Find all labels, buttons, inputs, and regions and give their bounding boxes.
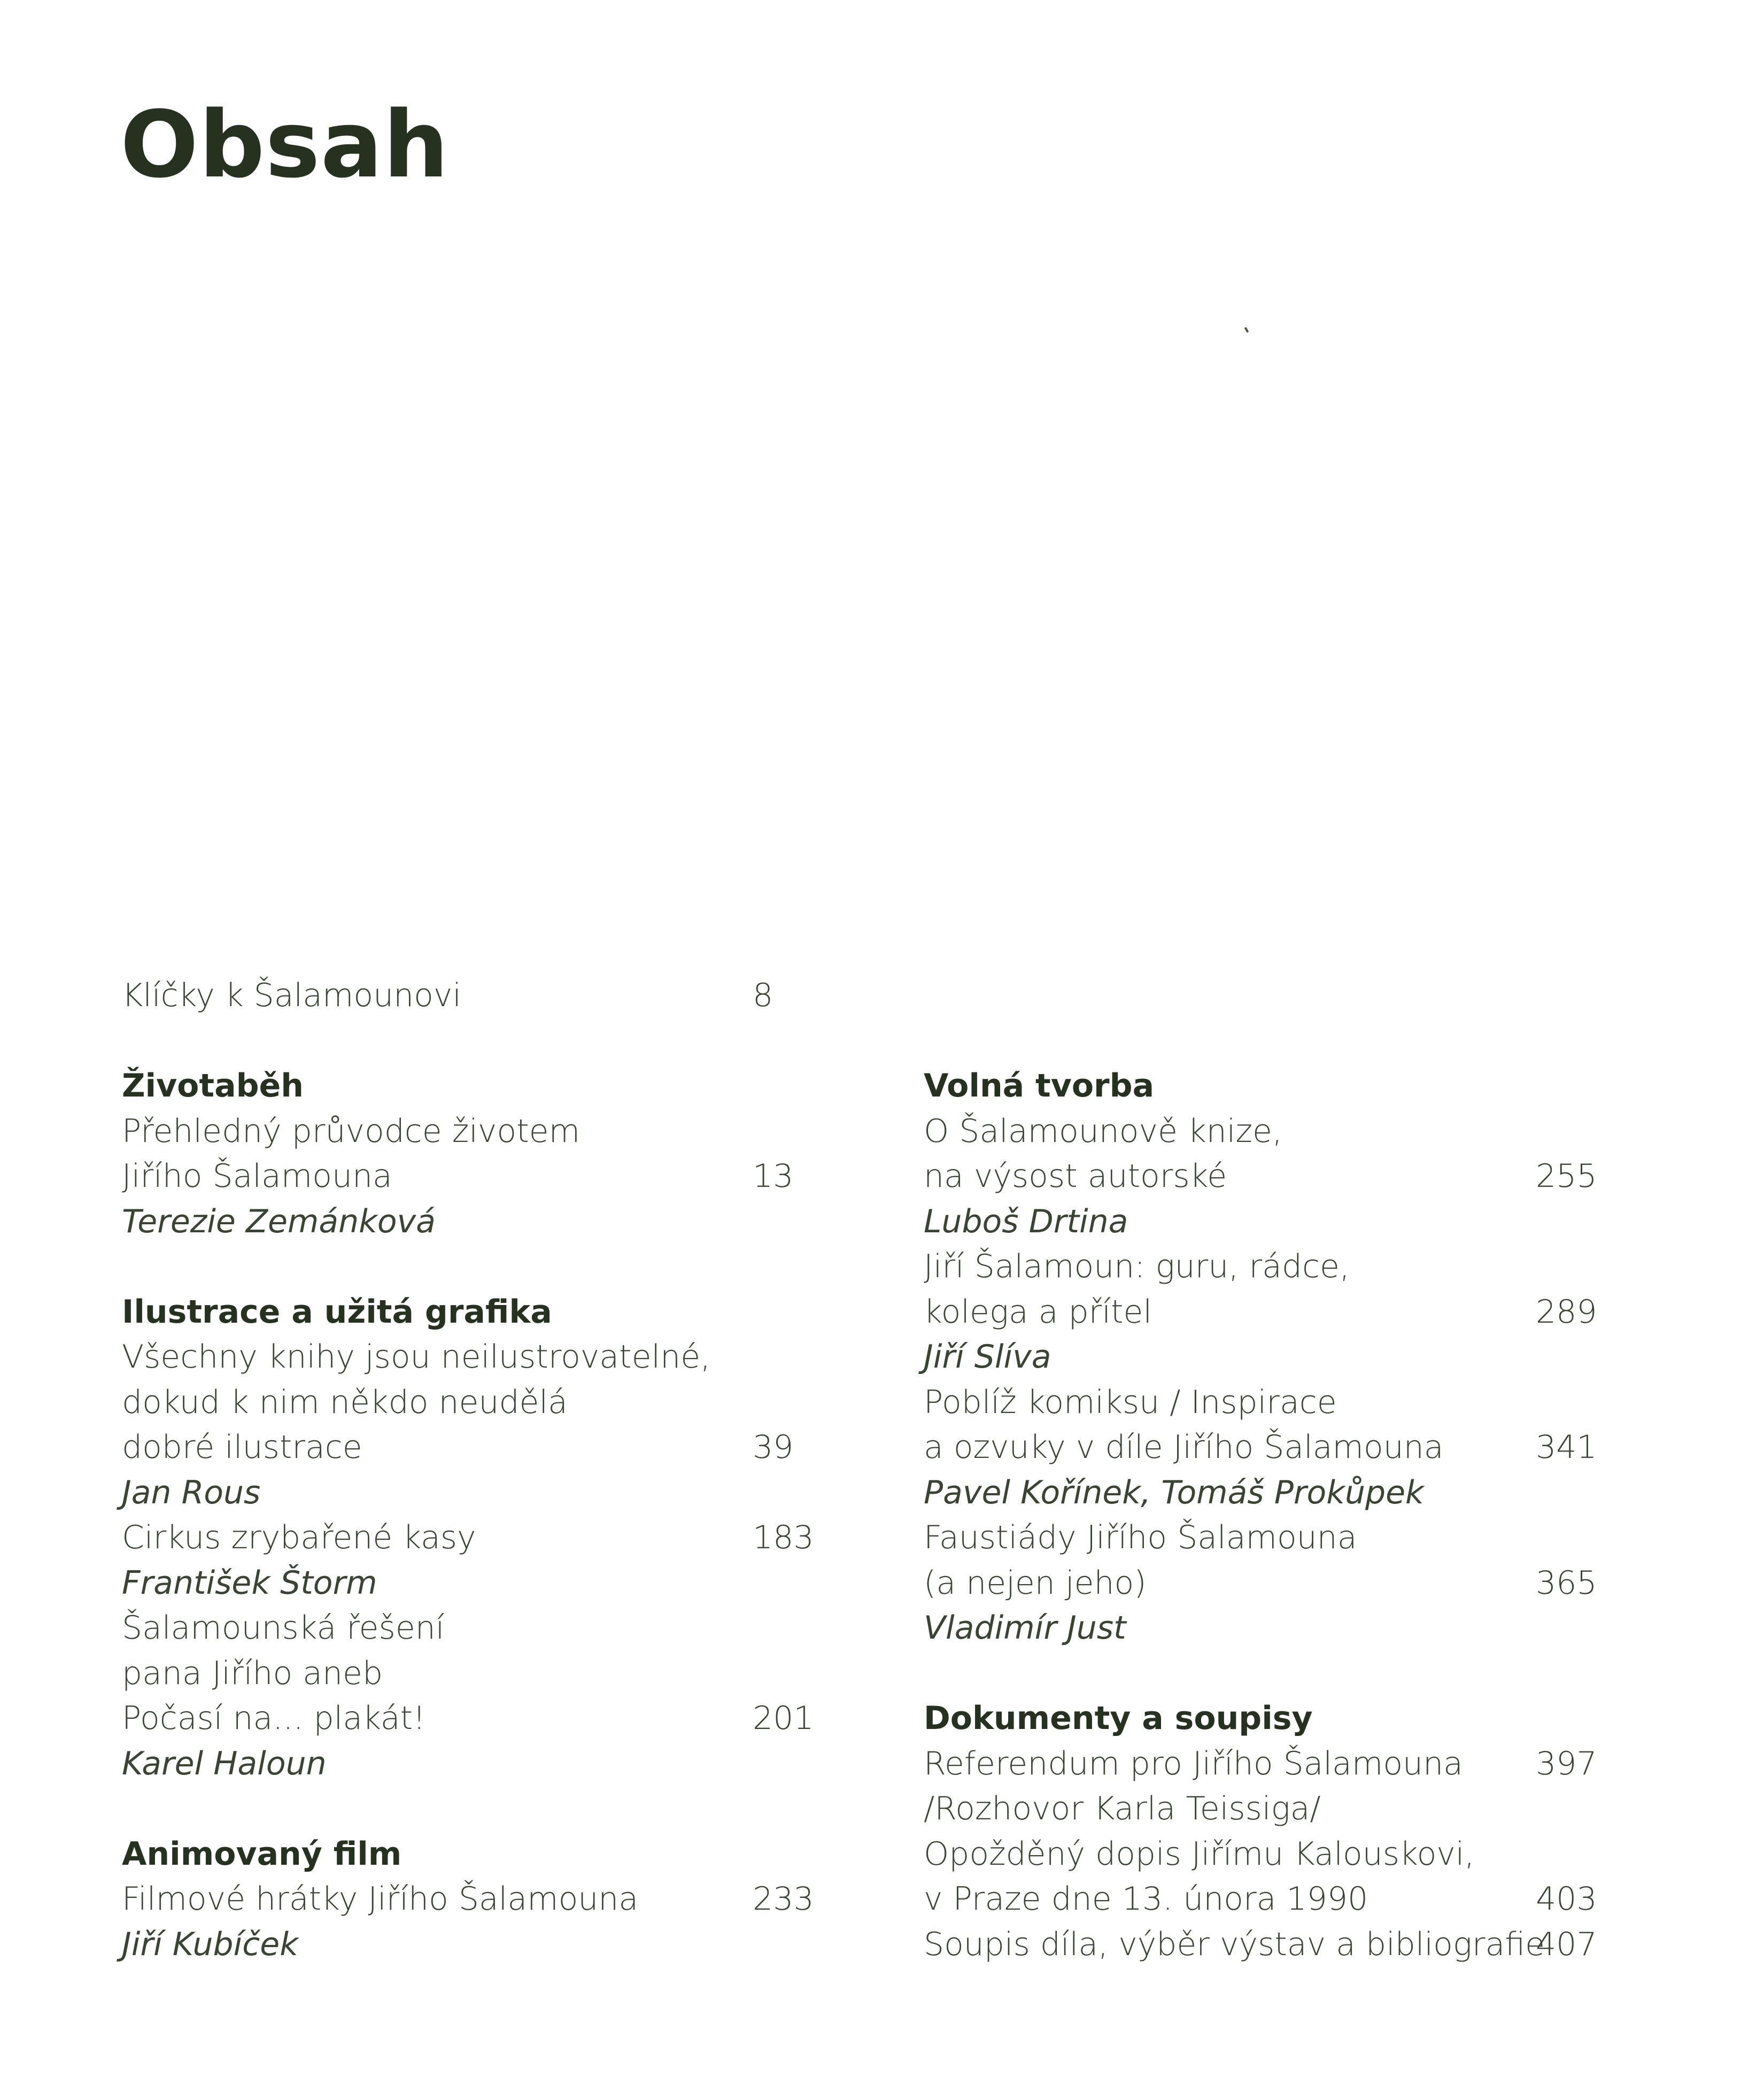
entry-author [122,1199,817,1245]
toc-entry-line [122,1605,817,1651]
page-number: 341 [1536,1429,1597,1466]
toc-entry-line [924,1922,1640,1967]
entry-text: na výsost autorské [924,1157,1227,1195]
entry-text: Referendum pro Jiřího Šalamouna [924,1744,1463,1782]
section-heading [924,1063,1640,1109]
toc-entry-line [122,973,817,1018]
toc-entry-line [122,1651,817,1696]
entry-text: Vladimír Just [924,1609,1126,1647]
entry-text: Klíčky k Šalamounovi [122,977,462,1014]
entry-text: Jiří Slíva [924,1338,1051,1376]
entry-author [924,1334,1640,1380]
entry-text: Životaběh [122,1067,304,1105]
toc-entry-line [924,1290,1640,1335]
page-number: 255 [1536,1157,1597,1195]
entry-text: Cirkus zrybařené kasy [122,1519,476,1556]
entry-text: pana Jiřího aneb [122,1654,383,1692]
entry-author [924,1199,1640,1245]
toc-entry-line [122,1334,817,1380]
section-heading [924,1696,1640,1741]
entry-text: Faustiády Jiřího Šalamouna [924,1519,1357,1556]
page-number: 289 [1536,1293,1597,1331]
entry-text: Opožděný dopis Jiřímu Kalouskovi, [924,1835,1475,1873]
toc-entry-line [122,1425,817,1470]
entry-text: Soupis díla, výběr výstav a bibliografie [924,1925,1545,1963]
page-title: Obsah [120,91,450,198]
page-number: 365 [1536,1564,1597,1602]
entry-text: Dokumenty a soupisy [924,1700,1313,1737]
toc-entry-line [924,1380,1640,1425]
entry-text: Počasí na... plakát! [122,1700,426,1737]
entry-text: Jan Rous [122,1473,261,1511]
entry-text: O Šalamounově knize, [924,1112,1282,1150]
section-gap [122,1786,817,1832]
page-number: 39 [753,1429,794,1466]
toc-left-column [122,973,817,1967]
toc-entry-line [122,1877,817,1922]
section-heading [122,1832,817,1877]
entry-author [122,1470,817,1516]
toc-entry-line [122,1154,817,1199]
section-heading [122,1063,817,1109]
entry-author [122,1561,817,1606]
page-number: 201 [753,1700,814,1737]
toc-entry-line [924,1832,1640,1877]
entry-text: dobré ilustrace [122,1429,362,1466]
entry-text: a ozvuky v díle Jiřího Šalamouna [924,1429,1444,1466]
toc-entry-line [924,1425,1640,1470]
toc-entry-line [924,1244,1640,1290]
toc-entry-line [122,1109,817,1154]
entry-text: Přehledný průvodce životem [122,1112,581,1150]
toc-entry-line [122,1380,817,1425]
section-gap [122,1244,817,1290]
column-spacer [924,973,1640,1063]
page-number: 183 [753,1519,814,1556]
entry-text: Terezie Zemánková [122,1202,436,1240]
entry-text: Jiří Šalamoun: guru, rádce, [924,1248,1350,1285]
section-gap [924,1651,1640,1696]
print-speck [1244,327,1249,333]
section-gap [122,1018,817,1064]
entry-text: Animovaný film [122,1835,402,1873]
page-number: 407 [1536,1925,1597,1963]
page-number: 13 [753,1157,794,1195]
entry-author [122,1741,817,1787]
toc-entry-line [924,1561,1640,1606]
toc-entry-line [122,1515,817,1561]
entry-text: Filmové hrátky Jiřího Šalamouna [122,1880,639,1918]
toc-entry-line [924,1154,1640,1199]
entry-text: Luboš Drtina [924,1202,1128,1240]
toc-entry-line [122,1696,817,1741]
entry-text: (a nejen jeho) [924,1564,1147,1602]
entry-text: v Praze dne 13. února 1990 [924,1880,1368,1918]
entry-text: Ilustrace a užitá grafika [122,1293,552,1331]
page-number: 397 [1536,1744,1597,1782]
page-number: 233 [753,1880,814,1918]
entry-text: Karel Haloun [122,1744,327,1782]
entry-author [122,1922,817,1967]
entry-text: dokud k nim někdo neudělá [122,1383,568,1421]
entry-text: Poblíž komiksu / Inspirace [924,1383,1337,1421]
entry-text: Šalamounská řešení [122,1609,445,1647]
entry-text: /Rozhovor Karla Teissiga/ [924,1790,1321,1827]
entry-text: Jiří Kubíček [122,1925,298,1963]
page-number: 403 [1536,1880,1597,1918]
toc-entry-line [924,1877,1640,1922]
entry-text: František Štorm [122,1564,377,1602]
entry-text: Pavel Kořínek, Tomáš Prokůpek [924,1473,1424,1511]
toc-right-column [924,973,1640,1967]
entry-text: Všechny knihy jsou neilustrovatelné, [122,1338,711,1376]
toc-entry-line [924,1109,1640,1154]
entry-text: Jiřího Šalamouna [122,1157,392,1195]
section-heading [122,1290,817,1335]
entry-text: Volná tvorba [924,1067,1155,1105]
entry-author [924,1605,1640,1651]
page-number: 8 [753,977,773,1014]
toc-entry-line [924,1515,1640,1561]
toc-entry-line [924,1786,1640,1832]
entry-author [924,1470,1640,1516]
toc-entry-line [924,1741,1640,1787]
entry-text: kolega a přítel [924,1293,1152,1331]
